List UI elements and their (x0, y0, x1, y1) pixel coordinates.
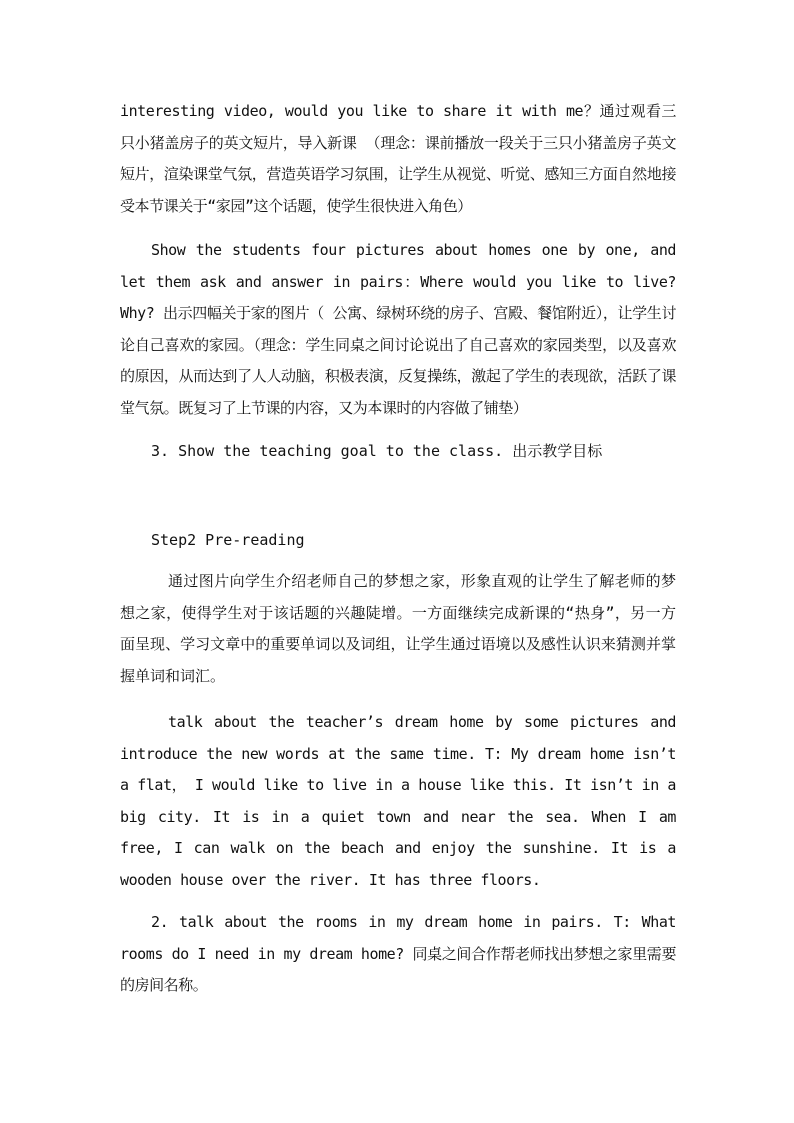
paragraph-rooms-in-pairs: 2. talk about the rooms in my dream home in pairs. T: What rooms do I need in my dream home? 同桌之间合作帮老师找出梦想之家里需要的房间名称。 (120, 913, 676, 994)
paragraph-talk-about-dream-home: talk about the teacher’s dream home by some pictures and introduce the new words at the same time. T: My dream home isn’t a flat， I would like to live in a house like this. It isn’t in a big city. It is in a quiet town and near the sea. When I am free, I can walk on the beach and enjoy the sunshine. It is a wooden house over the river. It has three floors. (120, 713, 676, 889)
paragraph-teaching-goal: 3. Show the teaching goal to the class. 出示教学目标 (151, 442, 603, 460)
paragraph-intro-video: interesting video, would you like to share it with me？通过观看三只小猪盖房子的英文短片，导入新课 （理念：课前播放一段关于三只小猪盖房子英文短片，渲染课堂气氛，营造英语学习氛围，让学生从视觉、听觉、感知三方面自然地接受本节课关于“家园”这个话题，使学生很快进入角色） (120, 102, 676, 215)
paragraph-show-pictures: Show the students four pictures about homes one by one, and let them ask and answer in pairs：Where would you like to live? Why? 出示四幅关于家的图片（ 公寓、绿树环绕的房子、宫殿、餐馆附近），让学生讨论自己喜欢的家园。（理念：学生同桌之间讨论说出了自己喜欢的家园类型，以及喜欢的原因，从而达到了人人动脑，积极表演，反复操练，激起了学生的表现欲，活跃了课堂气氛。既复习了上节课的内容，又为本课时的内容做了铺垫） (120, 241, 676, 417)
step2-heading: Step2 Pre-reading (151, 531, 305, 549)
paragraph-teacher-dream-home-intro: 通过图片向学生介绍老师自己的梦想之家，形象直观的让学生了解老师的梦想之家，使得学生对于该话题的兴趣陡增。一方面继续完成新课的“热身”，另一方面呈现、学习文章中的重要单词以及词组，让学生通过语境以及感性认识来猜测并掌握单词和词汇。 (120, 572, 676, 685)
